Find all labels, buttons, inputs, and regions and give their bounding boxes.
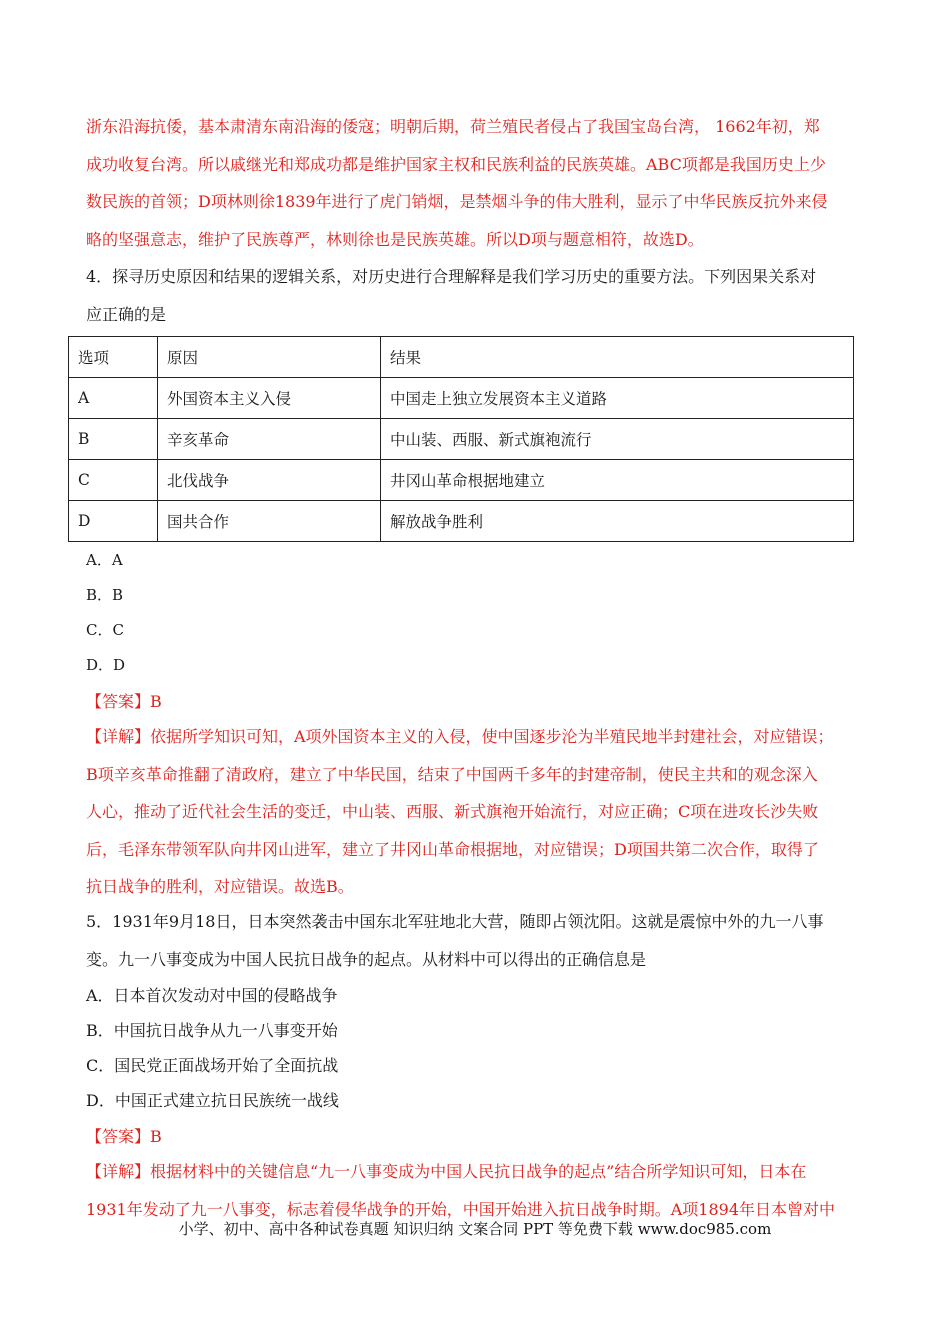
option-c: C．C	[86, 621, 124, 639]
q4-explanation	[86, 718, 866, 906]
text-line: 变。九一八事变成为中国人民抗日战争的起点。从材料中可以得出的正确信息是	[86, 949, 647, 969]
table-cell: 国共合作	[158, 501, 381, 542]
text-line: 成功收复台湾。所以戚继光和郑成功都是维护国家主权和民族利益的民族英雄。ABC项都是我国历史上少	[86, 154, 826, 174]
option-b: B．B	[86, 586, 124, 604]
table-header-cell: 结果	[381, 337, 854, 378]
option-a: A．A	[86, 551, 123, 569]
q3-explanation	[86, 108, 866, 258]
option-d: D．中国正式建立抗日民族统一战线	[86, 1091, 339, 1110]
table-cell: 中国走上独立发展资本主义道路	[381, 378, 854, 419]
table-row	[69, 378, 854, 419]
q5-explanation	[86, 1153, 866, 1228]
text-line: B项辛亥革命推翻了清政府，建立了中华民国，结束了中国两千多年的封建帝制，使民主共和的观念深入	[86, 764, 818, 784]
text-line: 4．探寻历史原因和结果的逻辑关系，对历史进行合理解释是我们学习历史的重要方法。下列因果关系对	[86, 267, 817, 286]
page-footer: 小学、初中、高中各种试卷真题 知识归纳 文案合同 PPT 等免费下载 www.doc985.com	[178, 1220, 772, 1238]
table-cell: 解放战争胜利	[381, 501, 854, 542]
text-line: 略的坚强意志，维护了民族尊严，林则徐也是民族英雄。所以D项与题意相符，故选D。	[86, 229, 704, 249]
answer-line: 【答案】B	[86, 692, 162, 711]
question-5-options	[86, 978, 866, 1118]
option-c: C．国民党正面战场开始了全面抗战	[86, 1056, 339, 1075]
table-row	[69, 419, 854, 460]
question-4-options	[86, 543, 125, 683]
q4-answer	[86, 683, 866, 721]
table-row	[69, 501, 854, 542]
option-a: A．日本首次发动对中国的侵略战争	[86, 986, 338, 1005]
option-d: D．D	[86, 656, 126, 674]
table-header-cell: 选项	[69, 337, 158, 378]
table-cell: C	[69, 460, 158, 501]
text-line: 数民族的首领；D项林则徐1839年进行了虎门销烟，是禁烟斗争的伟大胜利，显示了中华民族反抗外来侵	[86, 192, 828, 211]
q5-answer	[86, 1118, 866, 1156]
cause-effect-table	[68, 336, 854, 542]
table-header-row	[69, 337, 854, 378]
table-cell: 外国资本主义入侵	[158, 378, 381, 419]
text-line: 5．1931年9月18日，日本突然袭击中国东北军驻地北大营，随即占领沈阳。这就是震惊中外的九一八事	[86, 912, 824, 931]
text-line: 浙东沿海抗倭，基本肃清东南沿海的倭寇；明朝后期，荷兰殖民者侵占了我国宝岛台湾， 1662年初，郑	[86, 117, 820, 136]
text-line: 应正确的是	[86, 304, 167, 324]
option-b: B．中国抗日战争从九一八事变开始	[86, 1021, 338, 1040]
text-line: 【详解】依据所学知识可知，A项外国资本主义的入侵，使中国逐步沦为半殖民地半封建社会，对应错误；	[86, 727, 834, 746]
table-row	[69, 460, 854, 501]
table-cell: B	[69, 419, 158, 460]
text-line: 1931年发动了九一八事变，标志着侵华战争的开始，中国开始进入抗日战争时期。A项1894年日本曾对中	[86, 1199, 835, 1219]
table-cell: 北伐战争	[158, 460, 381, 501]
table-cell: 辛亥革命	[158, 419, 381, 460]
text-line: 抗日战争的胜利，对应错误。故选B。	[86, 877, 354, 896]
text-line: 后，毛泽东带领军队向井冈山进军，建立了井冈山革命根据地，对应错误；D项国共第二次合作，取得了	[86, 839, 819, 859]
answer-line: 【答案】B	[86, 1127, 162, 1146]
table-cell: 中山装、西服、新式旗袍流行	[381, 419, 854, 460]
question-5-stem	[86, 903, 866, 978]
question-4-stem	[86, 258, 866, 333]
table-header-cell: 原因	[158, 337, 381, 378]
text-line: 【详解】根据材料中的关键信息“九一八事变成为中国人民抗日战争的起点”结合所学知识可知，日本在	[86, 1162, 807, 1181]
table-cell: 井冈山革命根据地建立	[381, 460, 854, 501]
text-line: 人心，推动了近代社会生活的变迁，中山装、西服、新式旗袍开始流行，对应正确；C项在进攻长沙失败	[86, 802, 819, 821]
table-cell: D	[69, 501, 158, 542]
table-cell: A	[69, 378, 158, 419]
